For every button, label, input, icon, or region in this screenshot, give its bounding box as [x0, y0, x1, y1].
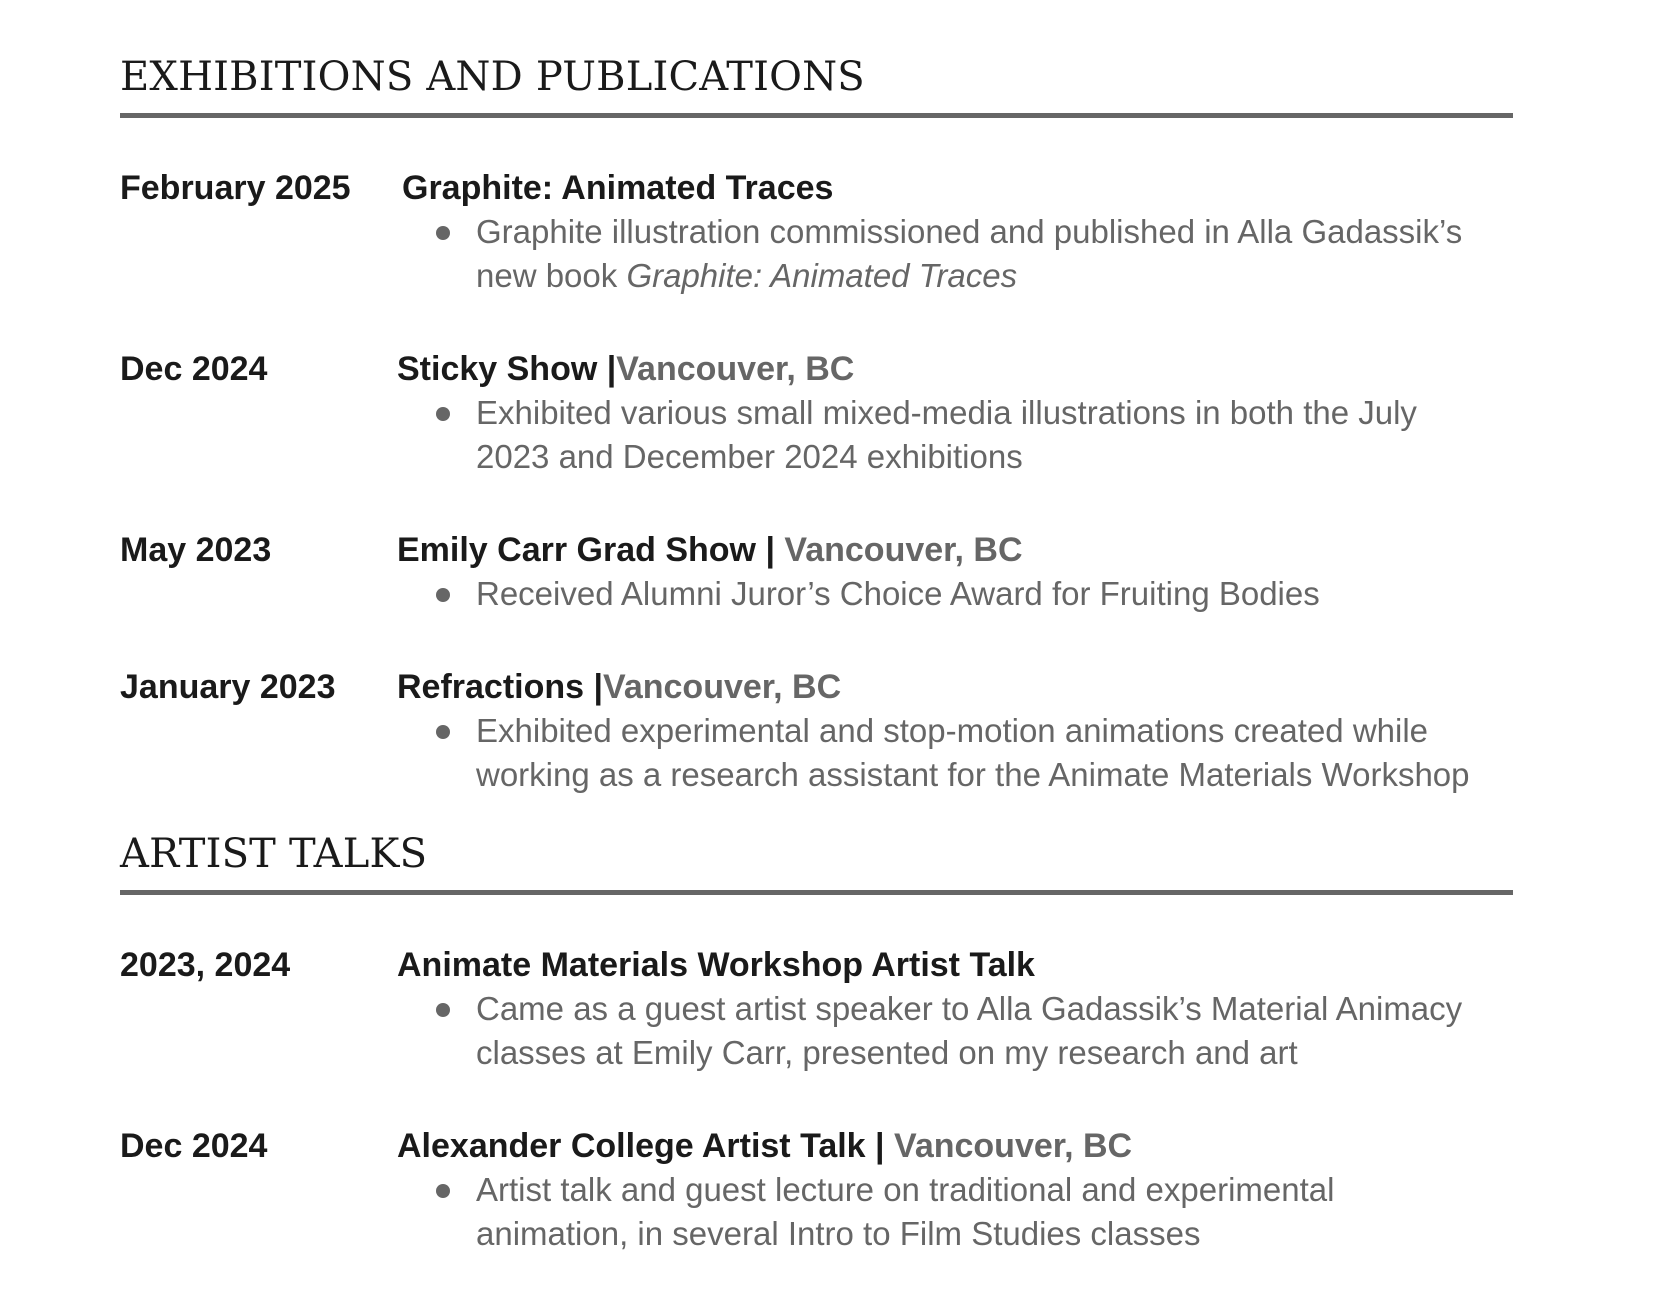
entry-title	[397, 528, 1023, 572]
bullet-item	[476, 210, 1576, 298]
bullet-text-line: 2023 and December 2024 exhibitions	[476, 438, 1023, 475]
entry-title	[397, 943, 1035, 987]
title-separator: |	[875, 1127, 885, 1165]
bullet-text-line: Graphite illustration commissioned and published in Alla Gadassik’s	[476, 213, 1463, 250]
bullet-item	[476, 1168, 1576, 1256]
title-separator: |	[765, 531, 775, 569]
bullet-text-line	[476, 254, 1576, 298]
bullet-text-line: working as a research assistant for the Animate Materials Workshop	[476, 756, 1470, 793]
entry-title	[402, 166, 833, 210]
bullet-text-line: Exhibited experimental and stop-motion animations created while	[476, 712, 1429, 749]
section-heading-exhibitions: EXHIBITIONS AND PUBLICATIONS	[120, 54, 865, 100]
bullet-text-line: classes at Emily Carr, presented on my research and art	[476, 1034, 1298, 1071]
bullet-text-line: Exhibited various small mixed-media illustrations in both the July	[476, 394, 1417, 431]
entry-date: 2023, 2024	[120, 946, 291, 984]
bullet-dot-icon	[436, 407, 450, 421]
bullet-text-line: Artist talk and guest lecture on traditional and experimental	[476, 1171, 1335, 1208]
entry-title	[397, 347, 854, 391]
bullet-dot-icon	[436, 1003, 450, 1017]
entry-title	[397, 1124, 1132, 1168]
title-separator: |	[593, 668, 604, 706]
entry-location: Vancouver, BC	[603, 668, 842, 706]
entry-location: Vancouver, BC	[894, 1127, 1133, 1165]
bullet-dot-icon	[436, 1184, 450, 1198]
title-separator: |	[606, 350, 617, 388]
entry-date: January 2023	[120, 668, 336, 706]
entry-location: Vancouver, BC	[616, 350, 855, 388]
entry-title-name: Graphite: Animated Traces	[402, 169, 834, 207]
bullet-text-line: animation, in several Intro to Film Studies classes	[476, 1215, 1201, 1252]
entry-date: February 2025	[120, 169, 351, 207]
entry-date: Dec 2024	[120, 1127, 268, 1165]
bullet-item	[476, 391, 1576, 479]
entry-title-name: Sticky Show	[397, 350, 598, 388]
bullet-text-line: Came as a guest artist speaker to Alla Gadassik’s Material Animacy	[476, 990, 1463, 1027]
entry-date: May 2023	[120, 531, 272, 569]
section-divider	[120, 890, 1513, 895]
bullet-dot-icon	[436, 725, 450, 739]
section-heading-artist-talks: ARTIST TALKS	[120, 831, 428, 877]
entry-title-name: Emily Carr Grad Show	[397, 531, 756, 569]
bullet-item	[476, 572, 1576, 616]
bullet-text-prefix: new book	[476, 257, 627, 294]
bullet-item	[476, 709, 1576, 797]
entry-title-name: Animate Materials Workshop Artist Talk	[397, 946, 1035, 984]
book-title: Graphite: Animated Traces	[626, 257, 1018, 294]
section-divider	[120, 113, 1513, 118]
entry-date: Dec 2024	[120, 350, 268, 388]
entry-location: Vancouver, BC	[784, 531, 1023, 569]
entry-title-name: Alexander College Artist Talk	[397, 1127, 866, 1165]
bullet-dot-icon	[436, 226, 450, 240]
entry-title-name: Refractions	[397, 668, 585, 706]
entry-title	[397, 665, 841, 709]
bullet-dot-icon	[436, 588, 450, 602]
bullet-text-line: Received Alumni Juror’s Choice Award for Fruiting Bodies	[476, 575, 1320, 612]
bullet-item	[476, 987, 1576, 1075]
